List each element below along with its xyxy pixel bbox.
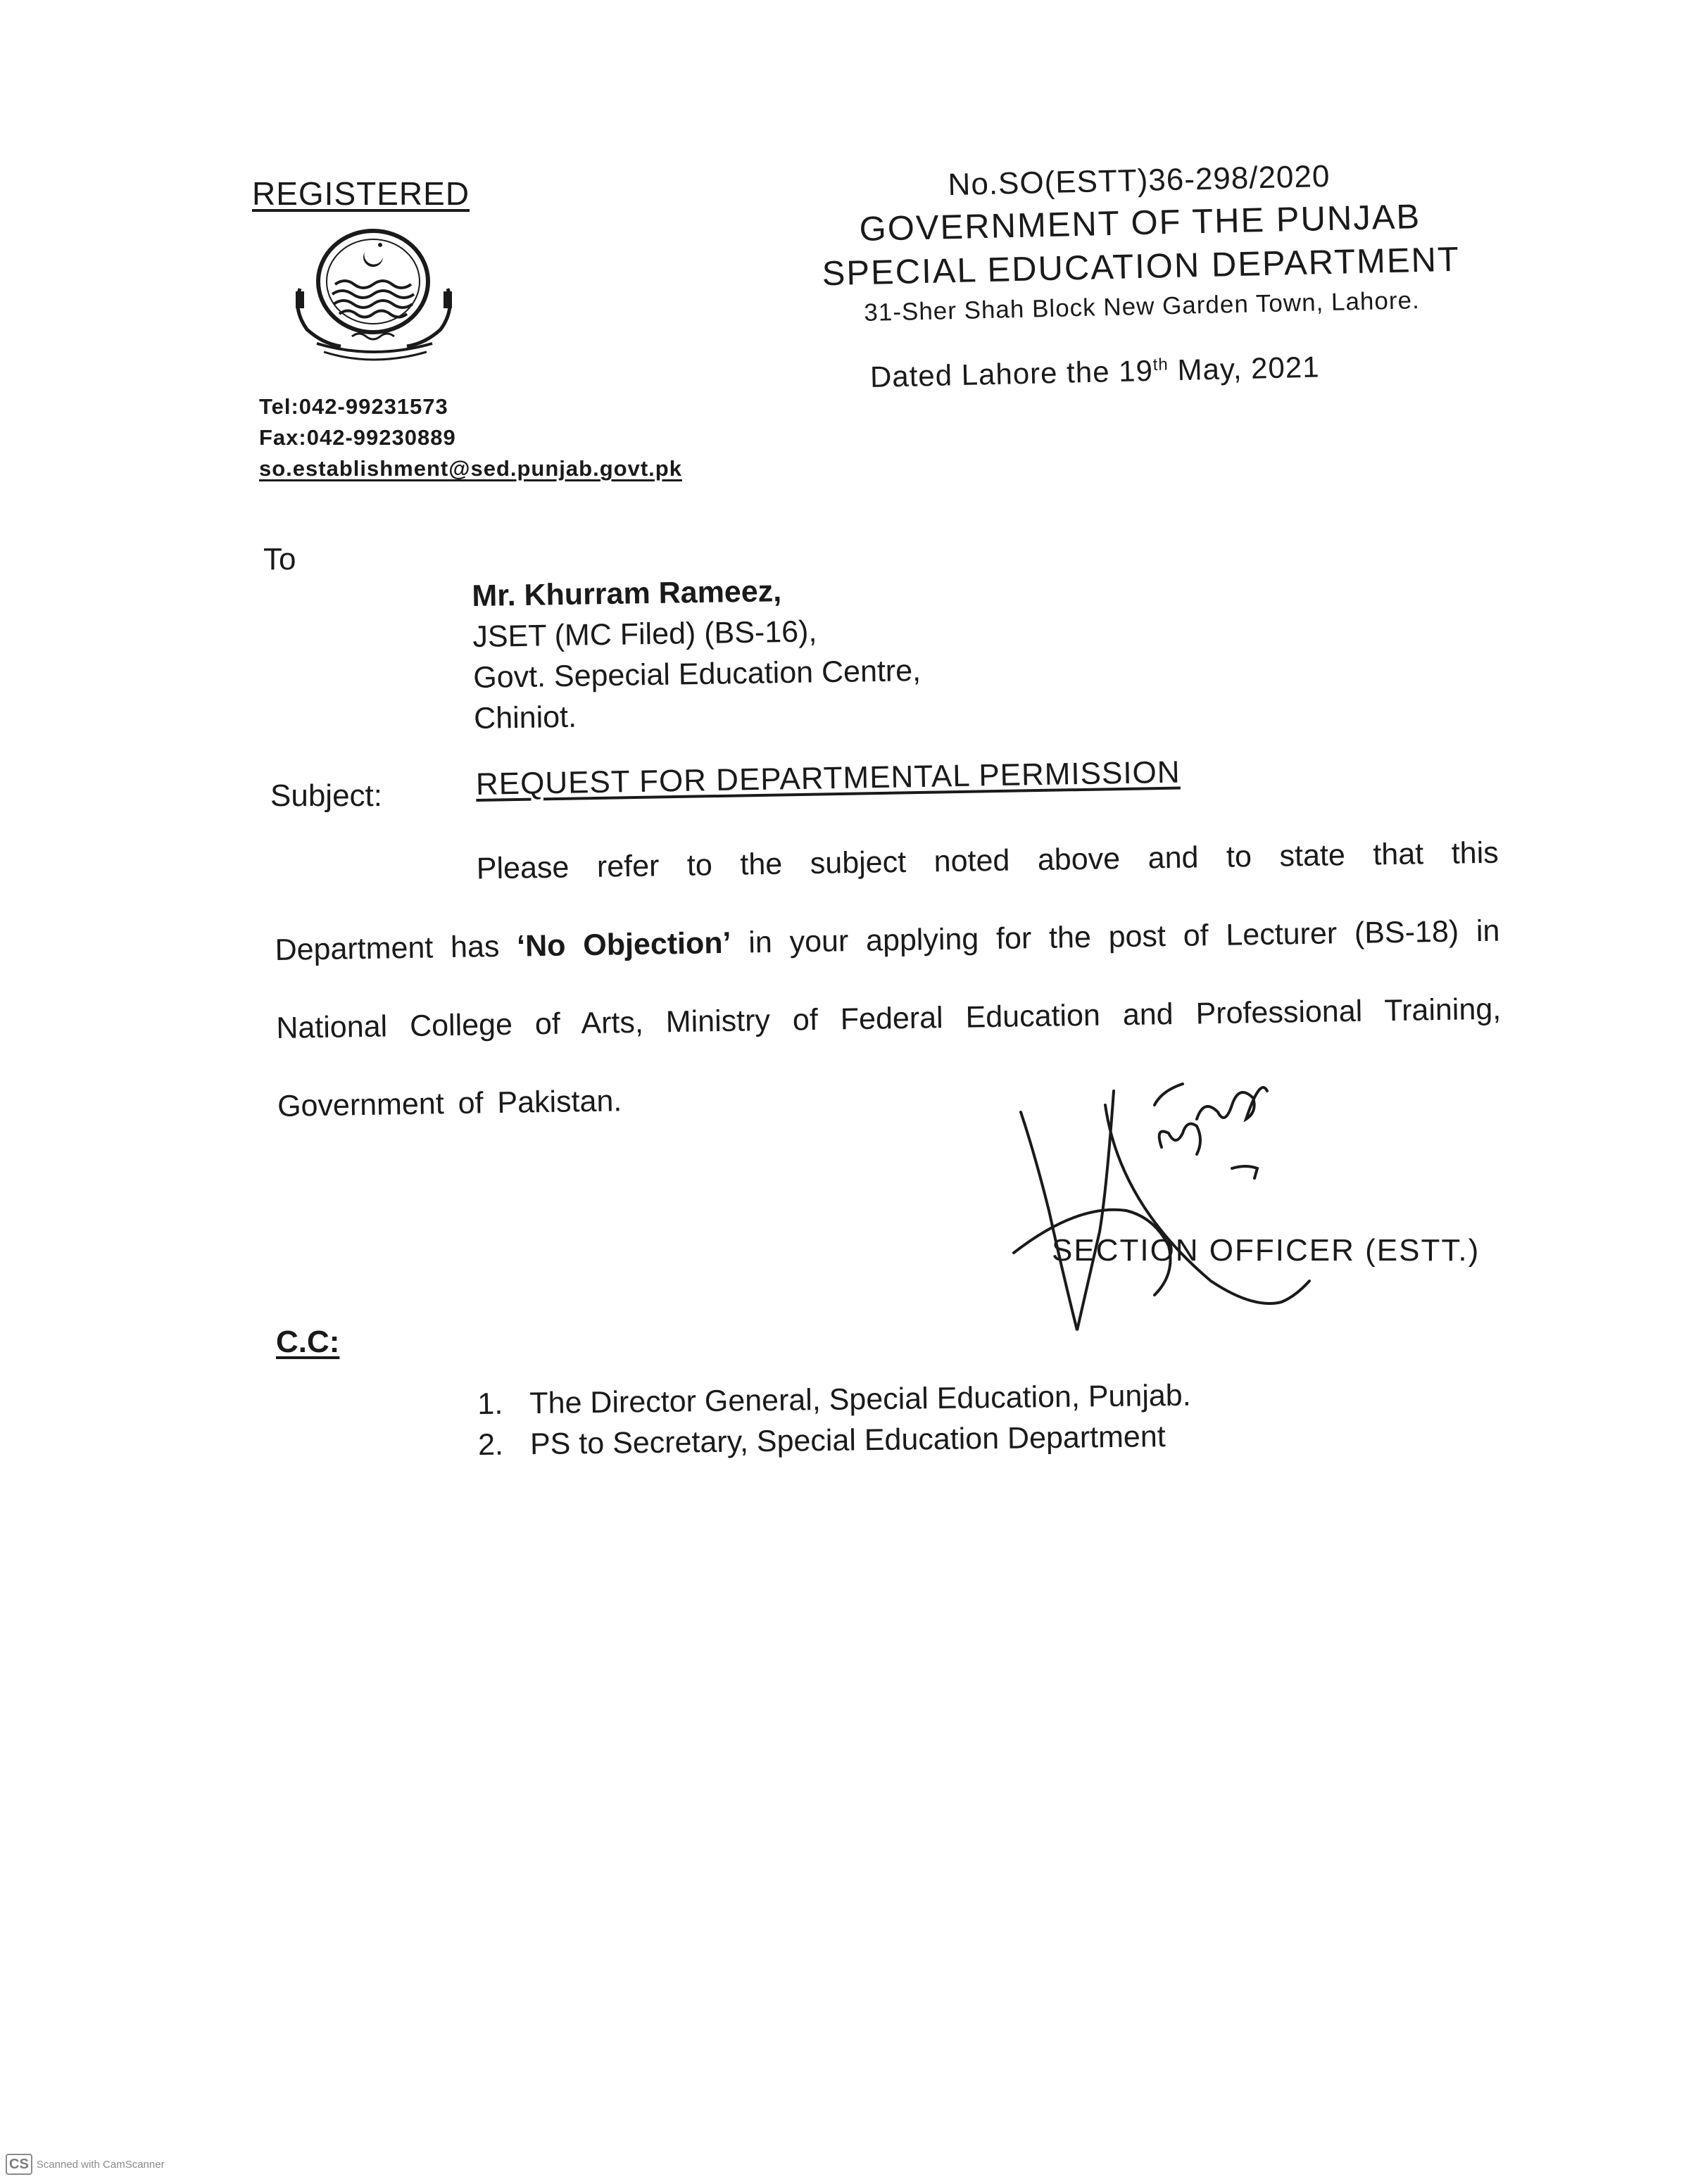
fax-number: Fax:042-99230889 (259, 425, 456, 450)
subject-text: REQUEST FOR DEPARTMENTAL PERMISSION (475, 755, 1181, 802)
addressee-block (472, 569, 922, 739)
signatory-designation: SECTION OFFICER (ESTT.) (1052, 1233, 1480, 1268)
date-ordinal: th (1152, 355, 1169, 374)
to-label: To (263, 542, 296, 576)
email-address: so.establishment@sed.punjab.govt.pk (259, 456, 682, 481)
contact-details (259, 391, 682, 484)
cc-item-number: 1. (477, 1387, 503, 1421)
addressee-name: Mr. Khurram Rameez, (472, 574, 782, 613)
telephone-number: Tel:042-99231573 (259, 394, 448, 419)
cc-item-number: 2. (477, 1427, 504, 1462)
addressee-city: Chiniot. (473, 700, 577, 736)
body-part-1: Please refer to the subject noted above and to state that this Department has (275, 835, 1499, 967)
government-title: GOVERNMENT OF THE PUNJAB (859, 197, 1421, 249)
cc-item-text: PS to Secretary, Special Education Department (529, 1420, 1166, 1462)
body-part-2: in your applying for the post of Lecturer (BS-18) in National College of Arts, Ministry of Federal Education and Professional Training, Government of Pakistan. (275, 914, 1502, 1123)
reference-number: No.SO(ESTT)36-298/2020 (948, 158, 1331, 203)
letter-date (869, 351, 1320, 394)
camscanner-logo-icon: CS (6, 2154, 32, 2175)
addressee-office: Govt. Sepecial Education Centre, (472, 653, 922, 695)
scanner-watermark-text: Scanned with CamScanner (36, 2158, 165, 2171)
cc-item (478, 1416, 1192, 1465)
department-address: 31-Sher Shah Block New Garden Town, Lahore. (863, 286, 1421, 327)
date-prefix: Dated Lahore the 19 (869, 353, 1154, 393)
cc-label: C.C: (276, 1325, 340, 1359)
scanner-watermark (6, 2154, 165, 2175)
date-rest: May, 2021 (1168, 350, 1321, 387)
handwritten-signature (1000, 1063, 1338, 1344)
addressee-designation: JSET (MC Filed) (BS-16), (472, 614, 817, 654)
cc-list (477, 1375, 1192, 1465)
body-emphasis: ‘No Objection’ (516, 926, 731, 964)
subject-label: Subject: (270, 778, 382, 813)
registered-label: REGISTERED (252, 175, 470, 212)
government-of-punjab-seal-icon (275, 224, 479, 379)
department-title: SPECIAL EDUCATION DEPARTMENT (822, 240, 1461, 293)
letterhead-title-block (786, 153, 1494, 334)
cc-item-text: The Director General, Special Education, Punjab. (529, 1378, 1191, 1421)
